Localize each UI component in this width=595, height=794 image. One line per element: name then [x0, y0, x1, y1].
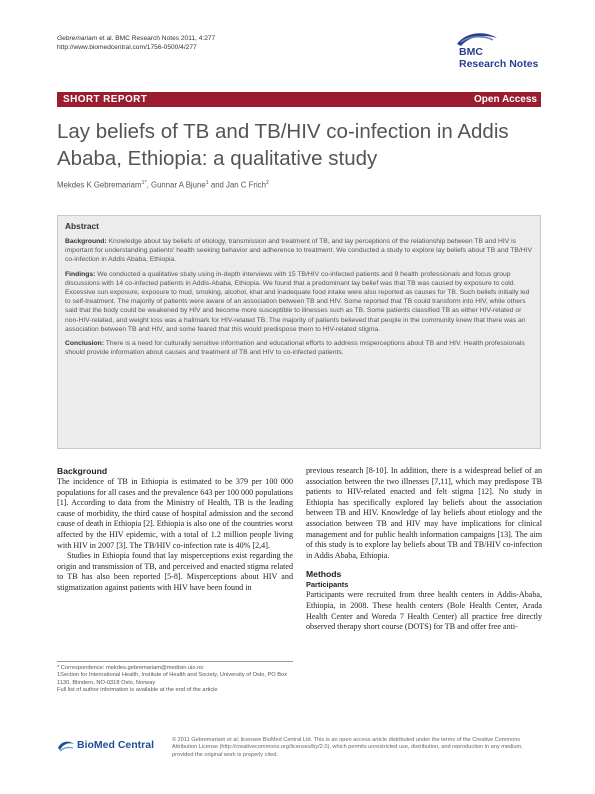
abstract-findings [65, 270, 533, 334]
biomed-central-logo [57, 739, 157, 755]
citation-url[interactable]: http://www.biomedcentral.com/1756-0500/4/277 [57, 44, 197, 51]
abstract-conclusion-text: There is a need for culturally sensitive information and educational efforts to address misperceptions about TB and HIV. Health professionals should provide information about causes and treatment of TB and HIV to co-infected patients. [65, 340, 525, 357]
abstract-heading: Abstract [65, 221, 99, 231]
background-paragraph-3: previous research [8-10]. In addition, there is a widespread belief of an association between the two illnesses [7,11], which may predispose TB patients to HIV-related enacted and felt stigma [12]. No study in Ethiopia has specifically explored lay beliefs about the association between TB and HIV. Knowledge of lay beliefs about etiology and the association between TB and HIV may have implications for clinical management and for public health information campaigns [13]. The aim of this study is to explore lay beliefs about TB and TB/HIV co-infection in Addis Ababa, Ethiopia. [306, 466, 542, 560]
abstract-background-label: Background: [65, 238, 107, 245]
abstract-background-text: Knowledge about lay beliefs of etiology, transmission and treatment of TB, and lay perceptions of the relationship between TB and HIV is important for understanding patients' health seeking behavior and adherence to treatment. We conducted a study to explore lay beliefs about TB and TB/HIV co-infection in Addis Ababa, Ethiopia. [65, 238, 532, 264]
biomed-central-wordmark: BioMed Central [77, 739, 155, 751]
logo-research-notes: Research Notes [459, 58, 539, 70]
biomed-central-swoosh-icon [57, 739, 75, 755]
open-access-label: Open Access [474, 94, 537, 105]
abstract-conclusion [65, 339, 533, 357]
background-paragraph-1: The incidence of TB in Ethiopia is estimated to be 379 per 100 000 populations for all cases and the prevalence 643 per 100 000 populations [1]. According to data from the Ministry of Health, TB is the leading cause of morbidity, the third cause of hospital admission and the second cause of death in Ethiopia [2]. Ethiopia is also one of the countries worst affected by the HIV epidemic, with a total of 1.2 million people living with HIV in 2007 [3]. The TB/HIV co-infection rate is 40% [2,4]. [57, 477, 293, 550]
logo-bmc: BMC [459, 46, 483, 58]
abstract-background [65, 237, 533, 265]
body-column-right [306, 466, 542, 633]
license-text: © 2011 Gebremariam et al; licensee BioMed Central Ltd. This is an open access article distributed under the terms of the Creative Commons Attribution License (http://creativecommons.org/licenses/by/2.0), which permits unrestricted use, distribution, and reproduction in any medium, provided the original work is properly cited. [172, 737, 523, 758]
participants-paragraph: Participants were recruited from three health centers in Addis-Ababa, Ethiopia, in 2008. These health centers (Bole Health Center, Arada Health Center and Woreda 7 Health Center) all practice free directly observed therapy short course (DOTS) for TB and offer free anti- [306, 590, 542, 632]
article-type-banner [57, 92, 541, 107]
bmc-research-notes-logo [455, 30, 545, 80]
abstract-findings-label: Findings: [65, 270, 96, 278]
background-paragraph-2: Studies in Ethiopia found that lay misperceptions exist regarding the origin and transmission of TB, and perceived and enacted stigma related to TB has also been reported [5-8]. Misperceptions about HIV and stigmatization against patients with HIV have been found in [57, 551, 293, 592]
abstract-conclusion-label: Conclusion: [65, 340, 104, 348]
body-column-left [57, 466, 293, 594]
correspondence-footnote [57, 661, 293, 695]
author-info-note: Full list of author information is available at the end of the article [57, 687, 218, 694]
author-3-affil: 2 [265, 180, 269, 186]
author-1[interactable]: Mekdes K Gebremariam [57, 180, 142, 190]
article-title: Lay beliefs of TB and TB/HIV co-infection in Addis Ababa, Ethiopia: a qualitative study [57, 120, 509, 170]
author-2-affil: 1 [205, 180, 209, 186]
citation-journal: et al. BMC Research Notes 2011, 4:277 [97, 35, 216, 42]
author-2[interactable]: , Gunnar A Bjune [146, 180, 206, 190]
author-list [57, 180, 269, 190]
short-report-label: SHORT REPORT [63, 94, 148, 105]
citation-header [57, 34, 215, 52]
author-3[interactable]: and Jan C Frich [208, 180, 266, 190]
citation-author: Gebremariam [57, 35, 98, 42]
correspondence-email[interactable]: * Correspondence: mekdes.gebremariam@medisin.uio.no [57, 665, 204, 671]
participants-heading: Participants [306, 580, 349, 590]
abstract-findings-text: We conducted a qualitative study using in-depth interviews with 15 TB/HIV co-infected patients and 9 health professionals and focus group discussions with 14 co-infected patients in Addis-Ababa, Ethiopia. We found that a predominant lay belief was that TB was caused by exposure to cold. Excessive sun exposure, exposure to mud, smoking, alcohol, khat and inadequate food intake were also reported as causes for TB. Such beliefs initially led to self-treatment. The majority of patients were aware of an association between TB and HIV. Some reported that TB could transform into HIV, while others said that the body could be weakened by HIV and become more susceptible to illnesses such as TB. Some patients classified TB as either HIV-related or non-HIV-related, and weight loss was a hallmark for HIV-related TB. The majority of patients believed that people in the community knew that there was an association between TB and HIV, and some feared that this would predispose them to HIV-related stigma. [65, 270, 530, 333]
background-heading: Background [57, 466, 108, 476]
author-1-affil: 1* [141, 180, 147, 186]
abstract-box [57, 215, 541, 449]
methods-heading: Methods [306, 569, 342, 580]
affiliation-note: 1Section for International Health, Institute of Health and Society, University of Oslo, PO Box 1130, Blindern, NO-0318 Oslo, Norway [57, 672, 288, 686]
